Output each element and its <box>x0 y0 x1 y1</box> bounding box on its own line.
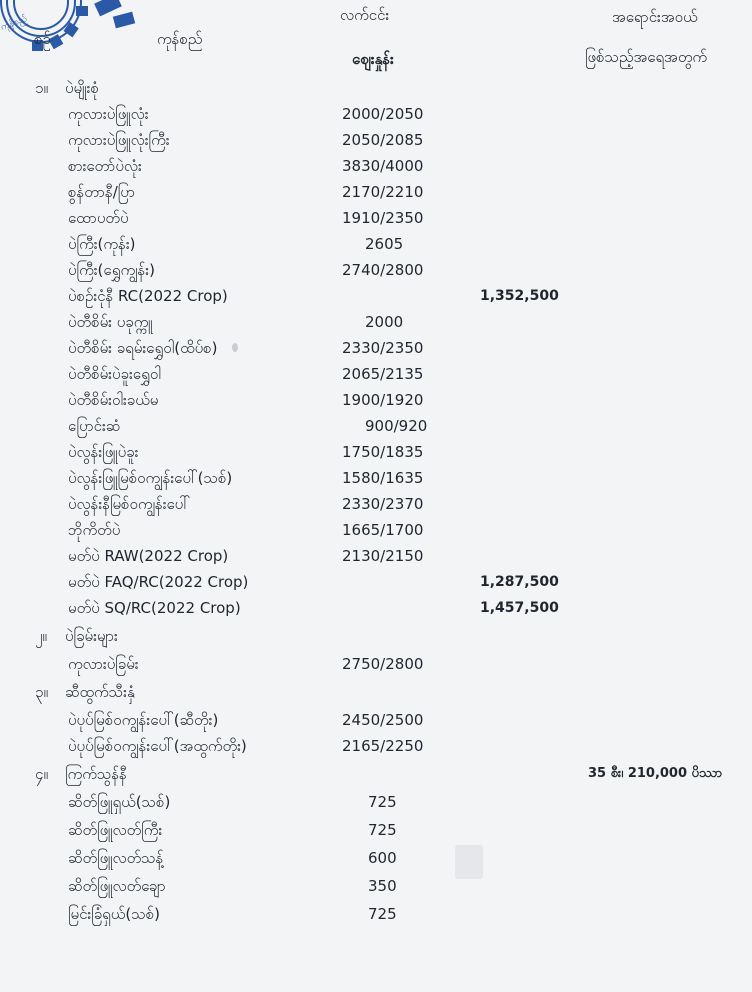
table-row <box>0 874 752 898</box>
item-name: ပဲကြီး(ကုန်း) <box>68 235 136 253</box>
item-price: 2165/2250 <box>342 737 424 755</box>
table-row <box>0 440 752 464</box>
table-row <box>0 492 752 516</box>
section-row <box>0 76 752 100</box>
section-title: ဆီထွက်သီးနှံ <box>65 683 135 701</box>
table-row <box>0 258 752 282</box>
item-name: မတ်ပဲ SQ/RC(2022 Crop) <box>68 599 241 617</box>
table-row <box>0 310 752 334</box>
item-price: 1580/1635 <box>342 469 424 487</box>
item-price: 2000 <box>365 313 404 331</box>
section-trade-quantity: 35 စီး၊ 210,000 ပိဿာ <box>588 766 723 781</box>
item-price: 2330/2350 <box>342 339 424 357</box>
header-number-label: စဉ် <box>34 30 51 48</box>
table-row <box>0 388 752 412</box>
item-price: 725 <box>368 821 397 839</box>
item-price: 2170/2210 <box>342 183 424 201</box>
item-name: ပဲစဉ်းငုံနီ RC(2022 Crop) <box>68 287 228 305</box>
logo-lettering: ကုန်စည် <box>0 14 29 33</box>
item-name: ပဲတီစိမ်း ခရမ်းရွှေဝါ(ထိပ်စ) <box>68 339 218 357</box>
item-name: မတ်ပဲ RAW(2022 Crop) <box>68 547 229 565</box>
item-price: 2330/2370 <box>342 495 424 513</box>
header-quantity-label: ဖြစ်သည့်အရေအတွက် <box>585 48 708 66</box>
faint-stamp-mark <box>455 845 483 879</box>
section-title: ကြက်သွန်နီ <box>65 765 127 783</box>
item-name: ကုလားပဲခြမ်း <box>68 655 139 673</box>
item-price: 1900/1920 <box>342 391 424 409</box>
table-row <box>0 336 752 360</box>
header-current-label: လက်ငင်း <box>340 6 390 24</box>
item-price: 1750/1835 <box>342 443 424 461</box>
table-row <box>0 102 752 126</box>
item-name: ပြောင်းဆံ <box>68 417 121 435</box>
item-price: 725 <box>368 793 397 811</box>
item-name: ဆိတ်ဖြူလတ်ကြီး <box>68 821 163 839</box>
table-row <box>0 596 752 620</box>
item-name: ကုလားပဲဖြူလုံးကြီး <box>68 131 170 149</box>
item-name: ပဲတီစိမ်းဝါးခယ်မ <box>68 391 159 409</box>
section-title: ပဲခြမ်းများ <box>65 627 118 645</box>
item-price: 1665/1700 <box>342 521 424 539</box>
item-name: ပဲလွန်းဖြူမြစ်ဝကျွန်းပေါ်(သစ်) <box>68 469 233 487</box>
table-row <box>0 414 752 438</box>
item-name: ဘိုကိတ်ပဲ <box>68 521 121 539</box>
item-name: ကုလားပဲဖြူလုံး <box>68 105 149 123</box>
item-price: 2050/2085 <box>342 131 424 149</box>
item-name: ပဲတီစိမ်း ပခုက္ကူ <box>68 313 153 331</box>
section-number: ၁။ <box>35 79 48 97</box>
section-row <box>0 624 752 648</box>
item-price: 2750/2800 <box>342 655 424 673</box>
item-price: 900/920 <box>365 417 428 435</box>
table-row <box>0 128 752 152</box>
section-title: ပဲမျိုးစုံ <box>65 79 99 97</box>
header-price-label: ဈေးနှုန်း <box>352 50 394 68</box>
item-name: ဆိတ်ဖြူရှယ်(သစ်) <box>68 793 171 811</box>
table-row <box>0 466 752 490</box>
item-price: 1910/2350 <box>342 209 424 227</box>
section-row <box>0 762 752 786</box>
item-trade-value: 1,287,500 <box>480 574 559 590</box>
table-row <box>0 846 752 870</box>
item-name: မြင်းခြံရှယ်(သစ်) <box>68 905 160 923</box>
table-row <box>0 154 752 178</box>
item-price: 2605 <box>365 235 404 253</box>
item-price: 2065/2135 <box>342 365 424 383</box>
table-row <box>0 544 752 568</box>
item-price: 2130/2150 <box>342 547 424 565</box>
item-name: ပဲလွန်းနီမြစ်ဝကျွန်းပေါ် <box>68 495 190 513</box>
table-row <box>0 790 752 814</box>
item-trade-value: 1,352,500 <box>480 288 559 304</box>
item-name: ဆိတ်ဖြူလတ်သန့် <box>68 849 164 867</box>
section-row <box>0 680 752 704</box>
item-price: 2450/2500 <box>342 711 424 729</box>
item-name: ဆိတ်ဖြူလတ်ချော <box>68 877 166 895</box>
ink-smudge <box>232 343 238 352</box>
item-price: 2740/2800 <box>342 261 424 279</box>
item-trade-value: 1,457,500 <box>480 600 559 616</box>
item-name: ပဲကြီး(ရွှေကျွန်း) <box>68 261 155 279</box>
item-price: 725 <box>368 905 397 923</box>
table-row <box>0 818 752 842</box>
section-number: ၄။ <box>35 765 48 783</box>
table-row <box>0 284 752 308</box>
item-name: စွန်တာနီ/ပြာ <box>68 183 136 201</box>
item-name: စားတော်ပဲလုံး <box>68 157 142 175</box>
item-price: 600 <box>368 849 397 867</box>
header-trade-label: အရောင်းအဝယ် <box>612 8 698 26</box>
table-row <box>0 652 752 676</box>
item-name: ပဲပုပ်မြစ်ဝကျွန်းပေါ်(ဆီတိုး) <box>68 711 219 729</box>
item-name: ပဲပုပ်မြစ်ဝကျွန်းပေါ်(အထွက်တိုး) <box>68 737 247 755</box>
header-item-label: ကုန်စည် <box>157 30 203 48</box>
item-name: ထောပတ်ပဲ <box>68 209 129 227</box>
table-row <box>0 902 752 926</box>
table-row <box>0 180 752 204</box>
section-number: ၃။ <box>35 683 48 701</box>
item-price: 2000/2050 <box>342 105 424 123</box>
item-name: ပဲလွန်းဖြူပဲခူး <box>68 443 139 461</box>
item-price: 350 <box>368 877 397 895</box>
table-row <box>0 362 752 386</box>
table-row <box>0 734 752 758</box>
section-number: ၂။ <box>35 627 47 645</box>
table-row <box>0 206 752 230</box>
table-row <box>0 708 752 732</box>
item-name: မတ်ပဲ FAQ/RC(2022 Crop) <box>68 573 249 591</box>
item-name: ပဲတီစိမ်းပဲခူးရွှေဝါ <box>68 365 161 383</box>
table-row <box>0 232 752 256</box>
table-row <box>0 570 752 594</box>
item-price: 3830/4000 <box>342 157 424 175</box>
organization-logo <box>0 0 146 78</box>
table-row <box>0 518 752 542</box>
